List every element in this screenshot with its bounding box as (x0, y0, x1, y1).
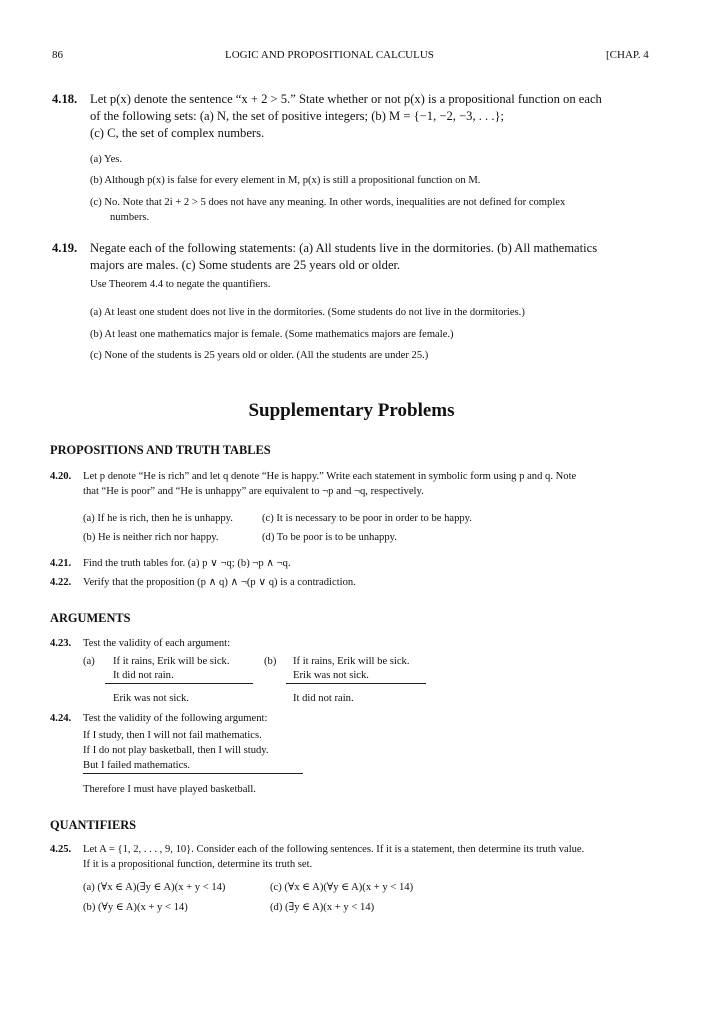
problem-number-4-22: 4.22. (50, 577, 72, 588)
problem-4-19-line-1: Negate each of the following statements: (a) All students live in the dormitories. (b) All mathematics (90, 241, 598, 255)
problem-4-18-line-1: Let p(x) denote the sentence “x + 2 > 5.” State whether or not p(x) is a propositional function on each (90, 92, 602, 106)
problem-number-4-18: 4.18. (52, 92, 78, 106)
answer-4-18-c-line-1: (c) No. Note that 2i + 2 > 5 does not have any meaning. In other words, inequalities are not defined for complex (90, 197, 566, 208)
problem-4-20-line-1: Let p denote “He is rich” and let q denote “He is happy.” Write each statement in symbolic form using p and q. Note (83, 471, 577, 482)
argument-b-premise-1: If it rains, Erik will be sick. (293, 656, 410, 667)
answer-4-19-a: (a) At least one student does not live in the dormitories. (Some students do not live in the dormitories.) (90, 307, 525, 318)
problem-number-4-19: 4.19. (52, 241, 78, 255)
problem-4-18-line-3: (c) C, the set of complex numbers. (90, 126, 265, 140)
answer-4-18-a: (a) Yes. (90, 154, 123, 165)
problem-number-4-20: 4.20. (50, 471, 72, 482)
answer-4-18-b: (b) Although p(x) is false for every element in M, p(x) is still a propositional function on M. (90, 175, 481, 186)
argument-a-premise-1: If it rains, Erik will be sick. (113, 656, 230, 667)
problem-4-25-line-2: If it is a propositional function, determine its truth set. (83, 859, 313, 870)
argument-a-conclusion: Erik was not sick. (113, 693, 189, 704)
section-title: Supplementary Problems (248, 400, 455, 421)
problem-4-19-note: Use Theorem 4.4 to negate the quantifiers. (90, 279, 271, 290)
problem-4-24-premise-2: If I do not play basketball, then I will study. (83, 745, 269, 756)
subsection-heading-propositions: PROPOSITIONS AND TRUTH TABLES (50, 443, 271, 457)
problem-4-20-c: (c) It is necessary to be poor in order to be happy. (262, 513, 472, 524)
problem-4-20-d: (d) To be poor is to be unhappy. (262, 532, 397, 543)
problem-4-18-line-2: of the following sets: (a) N, the set of positive integers; (b) M = {−1, −2, −3, . . .}; (90, 109, 505, 123)
problem-4-24-premise-3: But I failed mathematics. (83, 760, 191, 771)
argument-a-premise-2: It did not rain. (113, 670, 174, 681)
problem-4-25-d: (d) (∃y ∈ A)(x + y < 14) (270, 902, 375, 913)
answer-4-18-c-line-2: numbers. (110, 212, 150, 223)
problem-4-25-c: (c) (∀x ∈ A)(∀y ∈ A)(x + y < 14) (270, 882, 414, 893)
chapter-label: [CHAP. 4 (606, 49, 649, 61)
problem-4-20-b: (b) He is neither rich nor happy. (83, 532, 219, 543)
running-title: LOGIC AND PROPOSITIONAL CALCULUS (225, 49, 434, 61)
argument-b-premise-2: Erik was not sick. (293, 670, 369, 681)
page-number: 86 (52, 49, 63, 61)
problem-4-25-line-1: Let A = {1, 2, . . . , 9, 10}. Consider each of the following sentences. If it is a statement, then determine its truth value. (83, 844, 585, 855)
problem-number-4-24: 4.24. (50, 713, 72, 724)
problem-4-24-premise-1: If I study, then I will not fail mathematics. (83, 730, 262, 741)
subsection-heading-arguments: ARGUMENTS (50, 611, 131, 625)
answer-4-19-c: (c) None of the students is 25 years old or older. (All the students are under 25.) (90, 350, 429, 361)
argument-a-rule (105, 683, 253, 684)
answer-4-19-b: (b) At least one mathematics major is female. (Some mathematics majors are female.) (90, 329, 454, 340)
problem-4-24: Test the validity of the following argument: (83, 713, 268, 724)
problem-4-20-a: (a) If he is rich, then he is unhappy. (83, 513, 233, 524)
problem-4-25-a: (a) (∀x ∈ A)(∃y ∈ A)(x + y < 14) (83, 882, 226, 893)
problem-4-22: Verify that the proposition (p ∧ q) ∧ ¬(p ∨ q) is a contradiction. (83, 577, 356, 588)
problem-4-21: Find the truth tables for. (a) p ∨ ¬q; (b) ¬p ∧ ¬q. (83, 558, 291, 569)
argument-b-label: (b) (264, 656, 277, 667)
problem-4-24-rule (83, 773, 303, 774)
argument-b-rule (286, 683, 426, 684)
subsection-heading-quantifiers: QUANTIFIERS (50, 818, 137, 832)
problem-number-4-21: 4.21. (50, 558, 72, 569)
problem-4-25-b: (b) (∀y ∈ A)(x + y < 14) (83, 902, 188, 913)
problem-4-19-line-2: majors are males. (c) Some students are 25 years old or older. (90, 258, 401, 272)
argument-b-conclusion: It did not rain. (293, 693, 354, 704)
argument-a-label: (a) (83, 656, 95, 667)
problem-4-20-line-2: that “He is poor” and “He is unhappy” are equivalent to ¬p and ¬q, respectively. (83, 486, 424, 497)
problem-4-24-conclusion: Therefore I must have played basketball. (83, 784, 256, 795)
problem-4-23: Test the validity of each argument: (83, 638, 231, 649)
problem-number-4-25: 4.25. (50, 844, 72, 855)
problem-number-4-23: 4.23. (50, 638, 72, 649)
